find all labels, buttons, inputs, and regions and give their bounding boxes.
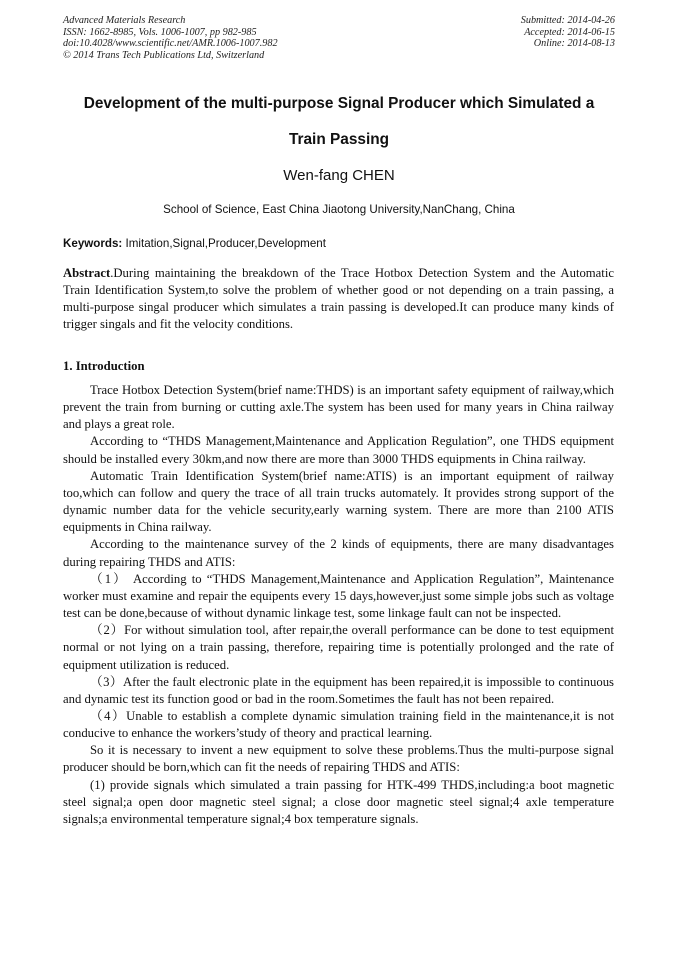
online-date: Online: 2014-08-13 bbox=[533, 38, 615, 50]
copyright-line: © 2014 Trans Tech Publications Ltd, Switzerland bbox=[63, 49, 265, 61]
section-heading: 1. Introduction bbox=[63, 359, 145, 373]
publication-info bbox=[63, 15, 278, 61]
paragraph: （4）Unable to establish a complete dynamic simulation training field in the maintenance,it is not conducive to enhance the workers’study of theory and practical learning. bbox=[63, 708, 614, 741]
submission-dates bbox=[521, 15, 615, 50]
abstract bbox=[63, 265, 614, 334]
abstract-text: .During maintaining the breakdown of the Trace Hotbox Detection System and the Automatic Train Identification System,to solve the problem of whether good or not depending on a train passing, a multi-purpose singal producer which simulates a train passing is developed.It can produce many kinds of trigger singals and fit the velocity conditions. bbox=[63, 266, 614, 332]
paragraph: According to the maintenance survey of the 2 kinds of equipments, there are many disadvantages during repairing THDS and ATIS: bbox=[63, 537, 614, 569]
paragraph: So it is necessary to invent a new equipment to solve these problems.Thus the multi-purpose signal producer should be born,which can fit the needs of repairing THDS and ATIS: bbox=[63, 743, 614, 775]
keywords-label: Keywords: bbox=[63, 237, 123, 250]
introduction-section bbox=[63, 382, 614, 828]
journal-name: Advanced Materials Research bbox=[63, 15, 186, 26]
abstract-label: Abstract bbox=[63, 266, 111, 280]
accepted-date: Accepted: 2014-06-15 bbox=[524, 26, 615, 38]
issn-line: ISSN: 1662-8985, Vols. 1006-1007, pp 982-985 bbox=[63, 26, 257, 38]
author-name: Wen-fang CHEN bbox=[283, 167, 395, 184]
paragraph: (1) provide signals which simulated a train passing for HTK-499 THDS,including:a boot magnetic steel signal;a open door magnetic steel signal; a close door magnetic steel signal;4 axle temperature signals;a environmental temperature signal;4 box temperature signals. bbox=[63, 777, 614, 826]
title-line-2: Train Passing bbox=[288, 131, 390, 148]
keywords bbox=[63, 236, 326, 252]
author-affiliation: School of Science, East China Jiaotong University,NanChang, China bbox=[163, 203, 515, 216]
paragraph: （1） According to “THDS Management,Maintenance and Application Regulation”, Maintenance worker must examine and repair the equipents every 15 days,however,just some simple jobs such as voltage test can be done,because of without dynamic linkage test, some linkage fault can not be inspected. bbox=[63, 571, 614, 621]
keywords-text: Imitation,Signal,Producer,Development bbox=[125, 237, 326, 250]
paragraph: （2）For without simulation tool, after repair,the overall performance can be done to test equipment normal or not lying on a train passing, therefore, repairing time is potentially prolonged and the rate of equipment utilization is reduced. bbox=[63, 623, 614, 672]
paragraph: （3）After the fault electronic plate in the equipment has been repaired,it is impossible to continuous and dynamic test its function good or bad in the room.Sometimes the fault has not been repaired. bbox=[63, 674, 614, 706]
title-line-1: Development of the multi-purpose Signal Producer which Simulated a bbox=[83, 95, 595, 112]
paragraph: Automatic Train Identification System(brief name:ATIS) is an important equipment of railway too,which can follow and query the trace of all train trucks automately. It provides strong support of the dynamic number data for the vehicle security,early warning system. There are more than 2100 ATIS equipments in China railway. bbox=[63, 468, 614, 535]
paper-title bbox=[50, 86, 628, 158]
abstract-paragraph bbox=[63, 265, 614, 334]
paragraph: Trace Hotbox Detection System(brief name:THDS) is an important safety equipment of railway,which prevent the train from burning or cutting axle.The system has been used for many years in China railway and plays a great role. bbox=[63, 383, 614, 432]
submitted-date: Submitted: 2014-04-26 bbox=[520, 15, 615, 26]
doi-line: doi:10.4028/www.scientific.net/AMR.1006-1007.982 bbox=[63, 38, 278, 50]
paragraph: According to “THDS Management,Maintenance and Application Regulation”, one THDS equipment should be installed every 30km,and now there are more than 3000 THDS equipments in China railway. bbox=[63, 434, 614, 466]
